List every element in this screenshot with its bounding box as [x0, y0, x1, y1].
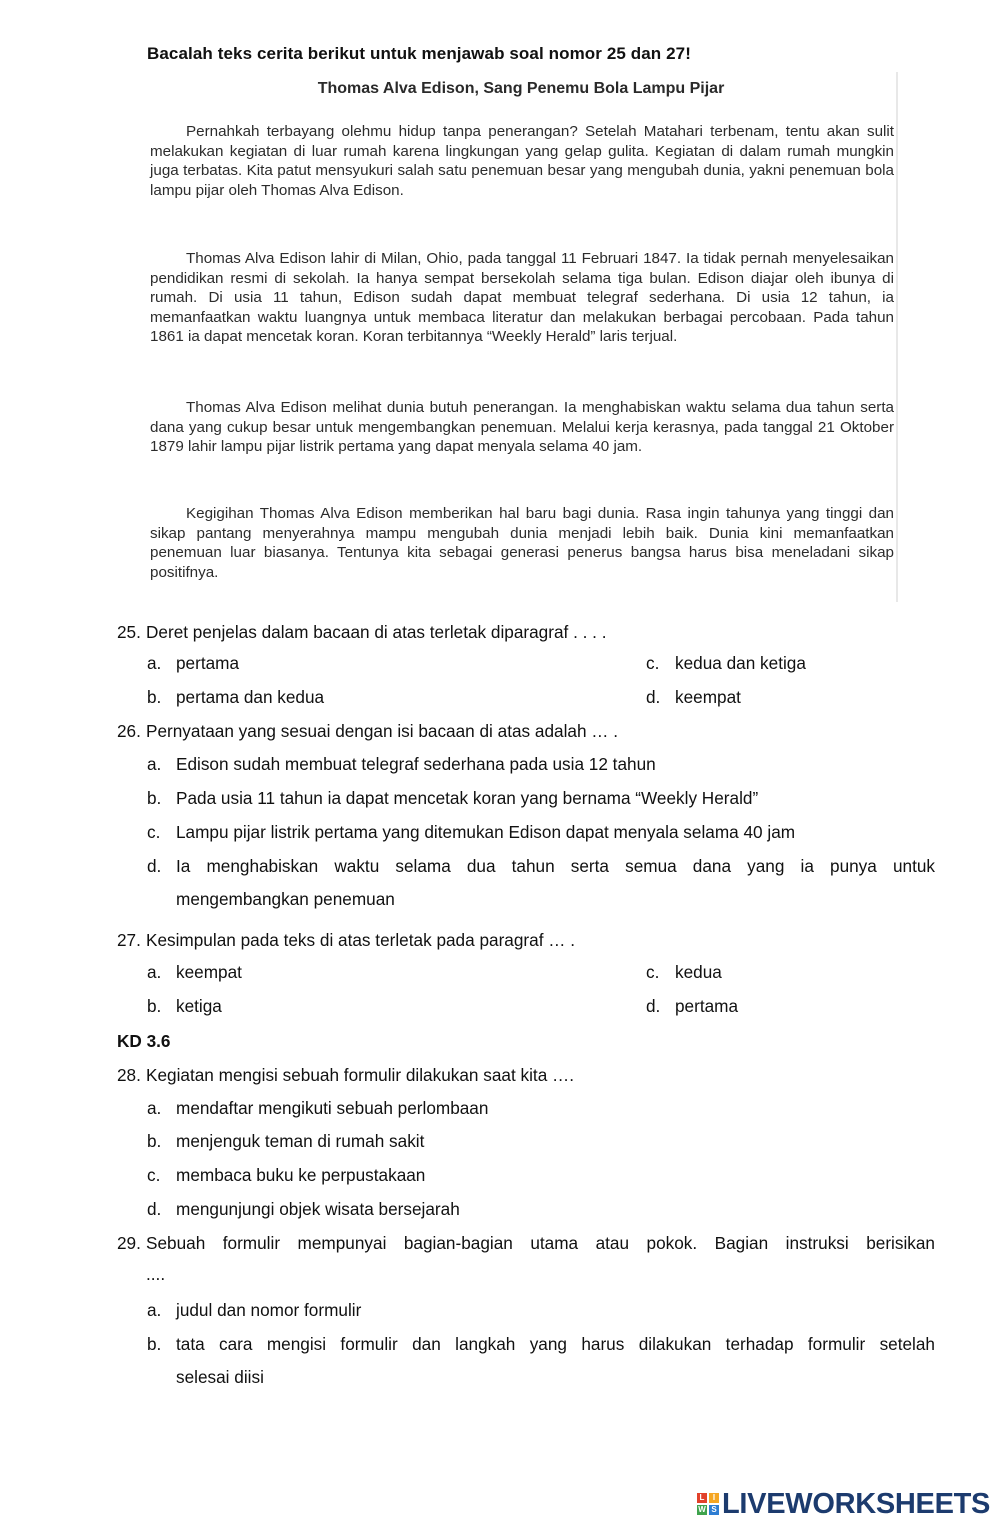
option-letter: a. [147, 962, 162, 982]
option-text: pertama [176, 653, 240, 673]
option-letter: a. [147, 754, 162, 774]
option-text: kedua [675, 962, 722, 982]
option-letter: d. [147, 856, 162, 876]
option-letter: a. [147, 653, 162, 673]
passage-paragraph-3: Thomas Alva Edison melihat dunia butuh penerangan. Ia menghabiskan waktu selama dua tahun serta dana yang cukup besar untuk mengembangkan penemuan. Melalui kerja kerasnya, pada tanggal 21 Oktober 1879 lahir lampu pijar listrik pertama yang dapat menyala selama 40 jam. [150, 399, 894, 456]
passage-title: Thomas Alva Edison, Sang Penemu Bola Lampu Pijar [317, 80, 725, 97]
option-text: keempat [176, 962, 242, 982]
logo-mark-letter: I [709, 1493, 719, 1503]
section-label: KD 3.6 [117, 1031, 171, 1051]
passage-paragraph-2: Thomas Alva Edison lahir di Milan, Ohio, pada tanggal 11 Februari 1847. Ia tidak pernah menyelesaikan pendidikan resmi di sekolah. Ia hanya sempat bersekolah selama tiga bulan. Edison diajar oleh ibunya di rumah. Di usia 11 tahun, Edison sudah dapat membuat telegraf sederhana. Di usia 12 tahun, ia memanfaatkan waktu luangnya untuk membaca literatur dan melakukan berbagai percobaan. Pada tahun 1861 ia dapat mencetak koran. Koran terbitannya “Weekly Herald” laris terjual. [150, 250, 894, 346]
logo-mark-letter: L [697, 1493, 707, 1503]
logo-text: LIVEWORKSHEETS [722, 1487, 991, 1520]
option-text: mendaftar mengikuti sebuah perlombaan [176, 1098, 489, 1118]
option-letter: b. [147, 1334, 162, 1354]
question-number: 28. [117, 1065, 141, 1085]
option-text: menjenguk teman di rumah sakit [176, 1131, 425, 1151]
option-letter: d. [147, 1199, 162, 1219]
question-number: 29. [117, 1233, 141, 1253]
option-letter: b. [147, 687, 162, 707]
option-letter: c. [646, 962, 660, 982]
option-text: mengunjungi objek wisata bersejarah [176, 1199, 460, 1219]
option-letter: b. [147, 1131, 162, 1151]
option-text: judul dan nomor formulir [176, 1300, 362, 1320]
passage-paragraph-1: Pernahkah terbayang olehmu hidup tanpa penerangan? Setelah Matahari terbenam, tentu akan sulit melakukan kegiatan di luar rumah karena lingkungan yang gelap gulita. Kegiatan di dalam rumah mungkin juga terbatas. Kita patut mensyukuri salah satu penemuan besar yang mengubah dunia, yakni penemuan bola lampu pijar oleh Thomas Alva Edison. [150, 123, 894, 199]
question-text: Kesimpulan pada teks di atas terletak pada paragraf … . [146, 930, 575, 950]
option-letter: b. [147, 996, 162, 1016]
logo-mark-letter: S [709, 1505, 719, 1515]
instruction-heading: Bacalah teks cerita berikut untuk menjawab soal nomor 25 dan 27! [147, 44, 691, 63]
option-text: pertama [675, 996, 739, 1016]
option-text: Edison sudah membuat telegraf sederhana pada usia 12 tahun [176, 754, 656, 774]
question-number: 27. [117, 930, 141, 950]
option-text: ketiga [176, 996, 222, 1016]
liveworksheets-logo[interactable] [697, 1489, 990, 1519]
option-letter: c. [147, 822, 161, 842]
logo-mark-icon [697, 1493, 719, 1515]
option-text: Pada usia 11 tahun ia dapat mencetak koran yang bernama “Weekly Herald” [176, 788, 759, 808]
option-text: Ia menghabiskan waktu selama dua tahun serta semua dana yang ia punya untuk [176, 856, 935, 876]
option-letter: a. [147, 1300, 162, 1320]
question-text: Kegiatan mengisi sebuah formulir dilakukan saat kita …. [146, 1065, 575, 1085]
passage-paragraph-4: Kegigihan Thomas Alva Edison memberikan hal baru bagi dunia. Rasa ingin tahunya yang tinggi dan sikap pantang menyerahnya mampu mengubah dunia menjadi lebih baik. Dunia kini memanfaatkan penemuan luar biasanya. Tentunya kita sebagai generasi penerus bangsa harus bisa meneladani sikap positifnya. [150, 505, 894, 581]
reading-passage [146, 72, 898, 602]
option-text-continuation: mengembangkan penemuan [176, 889, 395, 909]
option-text: Lampu pijar listrik pertama yang ditemukan Edison dapat menyala selama 40 jam [176, 822, 796, 842]
option-letter: c. [646, 653, 660, 673]
option-text: keempat [675, 687, 741, 707]
question-text-continuation: .... [146, 1264, 166, 1284]
question-text: Pernyataan yang sesuai dengan isi bacaan di atas adalah … . [146, 721, 619, 741]
option-letter: b. [147, 788, 162, 808]
logo-mark-letter: W [698, 1505, 706, 1514]
question-number: 25. [117, 622, 141, 642]
question-number: 26. [117, 721, 141, 741]
option-text: kedua dan ketiga [675, 653, 806, 673]
question-text: Sebuah formulir mempunyai bagian-bagian utama atau pokok. Bagian instruksi berisikan [146, 1233, 935, 1253]
option-letter: c. [147, 1165, 161, 1185]
option-letter: d. [646, 996, 661, 1016]
option-text: membaca buku ke perpustakaan [176, 1165, 426, 1185]
option-text: pertama dan kedua [176, 687, 325, 707]
option-text-continuation: selesai diisi [176, 1367, 264, 1387]
option-letter: d. [646, 687, 661, 707]
question-text: Deret penjelas dalam bacaan di atas terletak diparagraf . . . . [146, 622, 607, 642]
option-letter: a. [147, 1098, 162, 1118]
option-text: tata cara mengisi formulir dan langkah yang harus dilakukan terhadap formulir setelah [176, 1334, 935, 1354]
